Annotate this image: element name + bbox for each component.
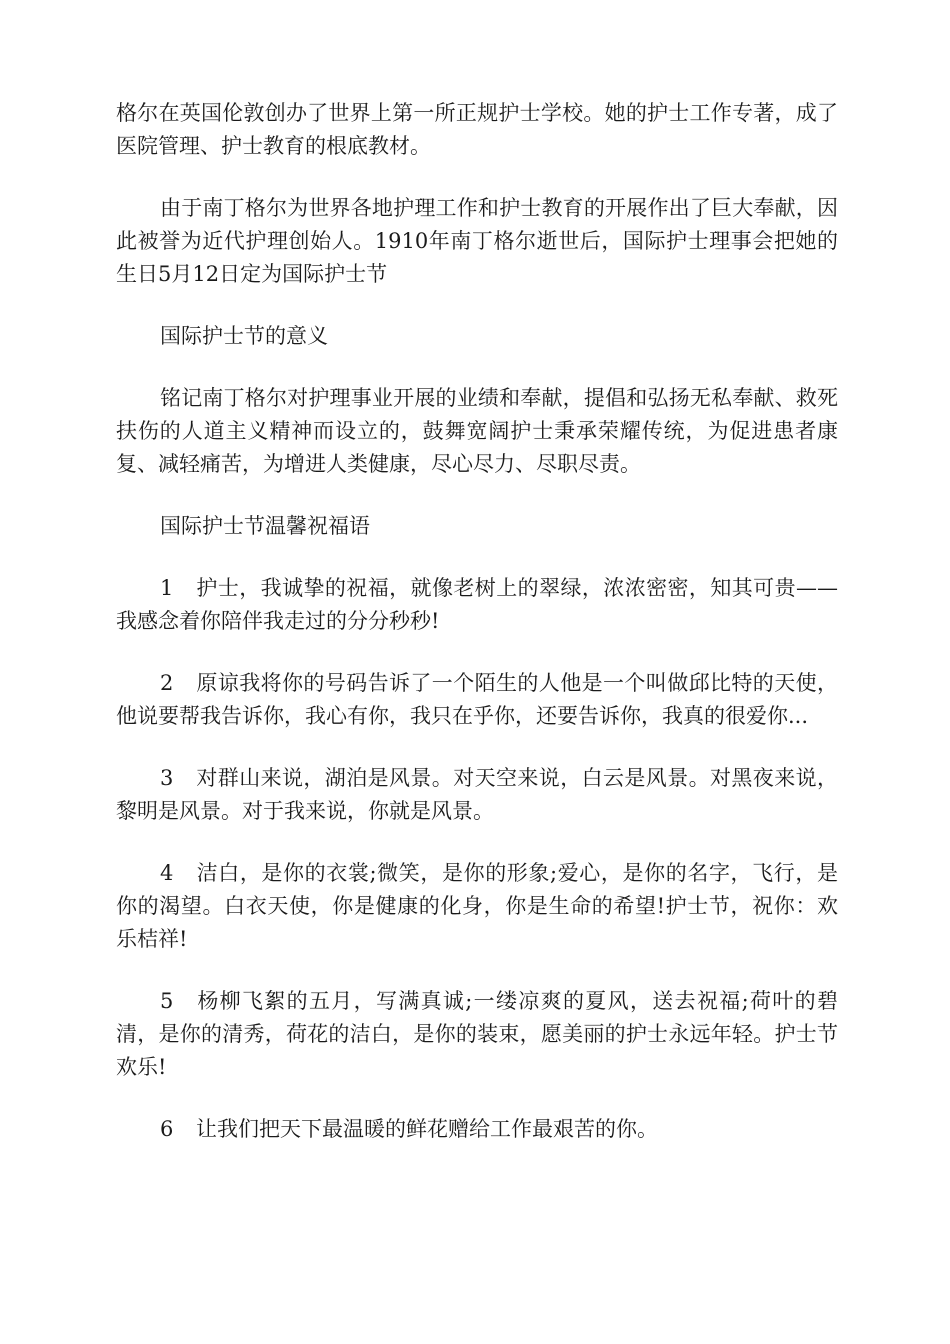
wish-text: 洁白，是你的衣裳;微笑，是你的形象;爱心，是你的名字，飞行，是你的渴望。白衣天使，你是健康的化身，你是生命的希望!护士节，祝你：欢乐桔祥!	[116, 861, 838, 951]
wish-text: 原谅我将你的号码告诉了一个陌生的人他是一个叫做邱比特的天使，他说要帮我告诉你，我心有你，我只在乎你，还要告诉你，我真的很爱你...	[116, 671, 838, 728]
wish-number: 5	[160, 989, 174, 1013]
wish-item	[116, 857, 838, 956]
wish-text: 杨柳飞絮的五月，写满真诚;一缕凉爽的夏风，送去祝福;荷叶的碧清，是你的清秀，荷花的洁白，是你的装束，愿美丽的护士永远年轻。护士节欢乐!	[116, 989, 838, 1079]
wish-item	[116, 1113, 838, 1146]
wish-number: 4	[160, 861, 174, 885]
wish-number: 2	[160, 671, 174, 695]
paragraph-contribution: 由于南丁格尔为世界各地护理工作和护士教育的开展作出了巨大奉献，因此被誉为近代护理创始人。1910年南丁格尔逝世后，国际护士理事会把她的生日5月12日定为国际护士节	[116, 196, 838, 286]
wish-number: 3	[160, 766, 174, 790]
paragraph-meaning: 铭记南丁格尔对护理事业开展的业绩和奉献，提倡和弘扬无私奉献、救死扶伤的人道主义精神而设立的，鼓舞宽阔护士秉承荣耀传统，为促进患者康复、减轻痛苦，为增进人类健康，尽心尽力、尽职尽责。	[116, 386, 838, 476]
wish-text: 对群山来说，湖泊是风景。对天空来说，白云是风景。对黑夜来说，黎明是风景。对于我来说，你就是风景。	[116, 766, 838, 823]
wish-text: 让我们把天下最温暖的鲜花赠给工作最艰苦的你。	[196, 1117, 658, 1141]
wish-number: 1	[160, 576, 174, 600]
wish-number: 6	[160, 1117, 174, 1141]
wish-item	[116, 762, 838, 828]
wish-text: 护士，我诚挚的祝福，就像老树上的翠绿，浓浓密密，知其可贵——我感念着你陪伴我走过的分分秒秒!	[116, 576, 838, 633]
wish-item	[116, 572, 838, 638]
wish-item	[116, 667, 838, 733]
paragraph-intro: 格尔在英国伦敦创办了世界上第一所正规护士学校。她的护士工作专著，成了医院管理、护士教育的根底教材。	[116, 101, 838, 158]
section-heading-wishes: 国际护士节温馨祝福语	[160, 514, 370, 538]
section-heading-meaning: 国际护士节的意义	[160, 324, 328, 348]
wish-item	[116, 985, 838, 1084]
document-page	[116, 97, 838, 1175]
